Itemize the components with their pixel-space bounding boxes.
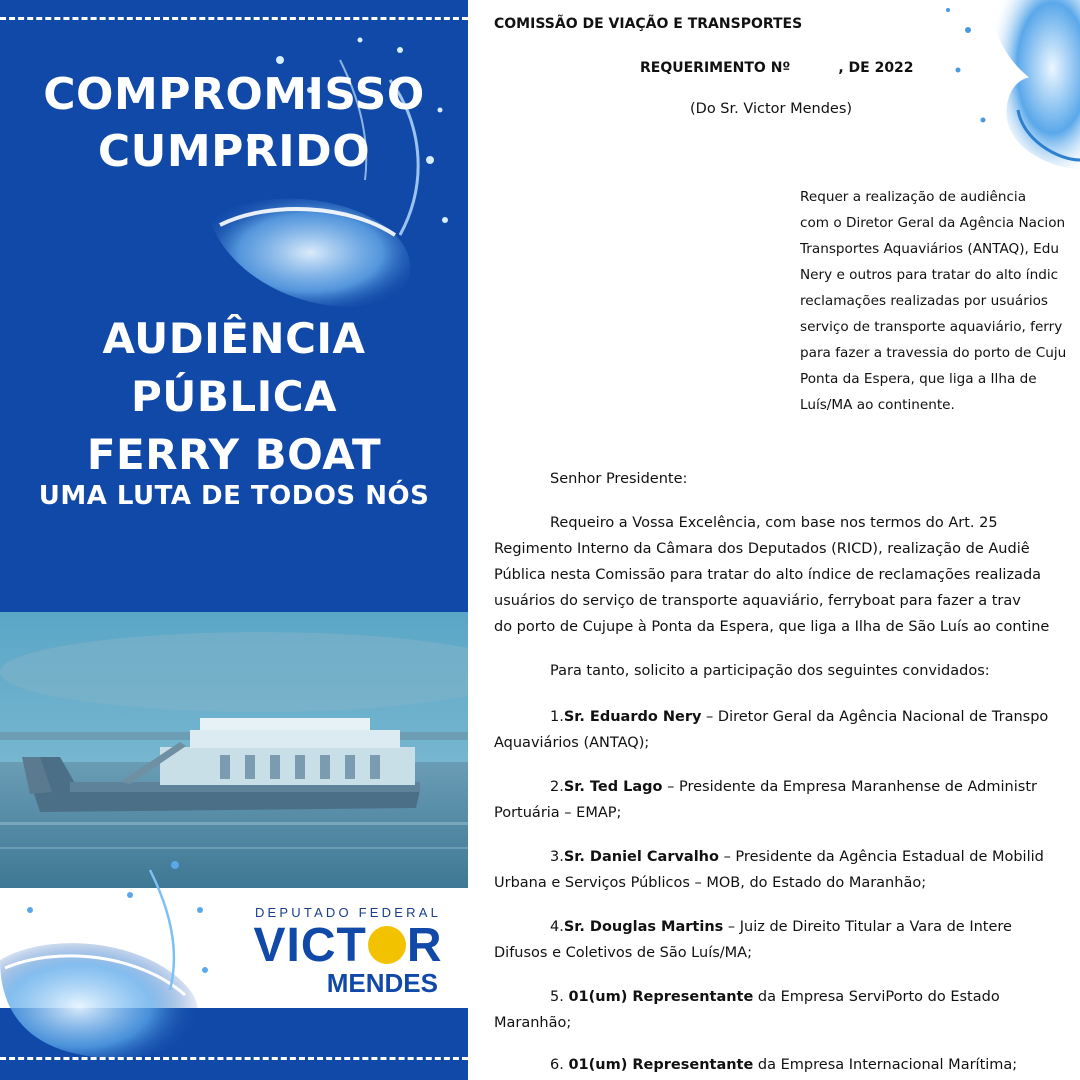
- salutation: Senhor Presidente:: [550, 471, 688, 487]
- logo-last-name: MENDES: [326, 968, 438, 998]
- guest-item-5: 5. 01(um) Representante da Empresa ServiPorto do Estado Maranhão;: [494, 989, 1000, 1031]
- guest-item-4: 4.Sr. Douglas Martins – Juiz de Direito Titular a Vara de Intere Difusos e Coletivos de São Luís/MA;: [494, 919, 1012, 961]
- logo-first-name: VICT R: [253, 919, 443, 972]
- logo-role: DEPUTADO FEDERAL: [254, 905, 442, 920]
- deputy-logo: [248, 905, 448, 999]
- ferry-boat-photo: [0, 612, 468, 888]
- request-body: Requeiro a Vossa Excelência, com base nos termos do Art. 25 Regimento Interno da Câmara dos Deputados (RICD), realização de Audiê Pública nesta Comissão para tratar do alto índice de reclamações realizada usuários do serviço de transporte aquaviário, ferryboat para fazer a trav do porto de Cujupe à Ponta da Espera, que liga a Ilha de São Luís ao contine: [494, 515, 1050, 635]
- guest-item-3: 3.Sr. Daniel Carvalho – Presidente da Agência Estadual de Mobilid Urbana e Serviços Públicos – MOB, do Estado do Maranhão;: [494, 849, 1044, 891]
- guest-item-6: 6. 01(um) Representante da Empresa Internacional Marítima;: [550, 1057, 1018, 1073]
- request-summary: Requer a realização de audiência com o Diretor Geral da Agência Nacion Transportes Aquaviários (ANTAQ), Edu Nery e outros para tratar do alto índic reclamações realizadas por usuários serviço de transporte aquaviário, ferry para fazer a travessia do porto de Cuju Ponta da Espera, que liga a Ilha de Luís/MA ao continente.: [800, 189, 1067, 413]
- tagline: UMA LUTA DE TODOS NÓS: [38, 481, 430, 511]
- request-document: [468, 0, 1080, 1080]
- request-author: (Do Sr. Victor Mendes): [690, 101, 853, 117]
- water-splash-corner-illustration: [928, 0, 1080, 180]
- water-splash-bottom-illustration: [0, 850, 230, 1070]
- guest-item-1: 1.Sr. Eduardo Nery – Diretor Geral da Agência Nacional de Transpo Aquaviários (ANTAQ);: [494, 709, 1049, 751]
- invite-intro: Para tanto, solicito a participação dos seguintes convidados:: [550, 663, 990, 679]
- headline-commitment: COMPROMISSO CUMPRIDO: [43, 69, 425, 177]
- request-number: REQUERIMENTO Nº , DE 2022: [640, 60, 914, 76]
- commission-title: COMISSÃO DE VIAÇÃO E TRANSPORTES: [494, 16, 803, 32]
- headline-hearing: AUDIÊNCIA PÚBLICA FERRY BOAT: [86, 314, 382, 479]
- guest-item-2: 2.Sr. Ted Lago – Presidente da Empresa Maranhense de Administr Portuária – EMAP;: [494, 779, 1037, 821]
- logo-o-circle: [368, 926, 406, 964]
- dashed-divider-bottom: [0, 1057, 468, 1060]
- promo-panel: [0, 0, 468, 1080]
